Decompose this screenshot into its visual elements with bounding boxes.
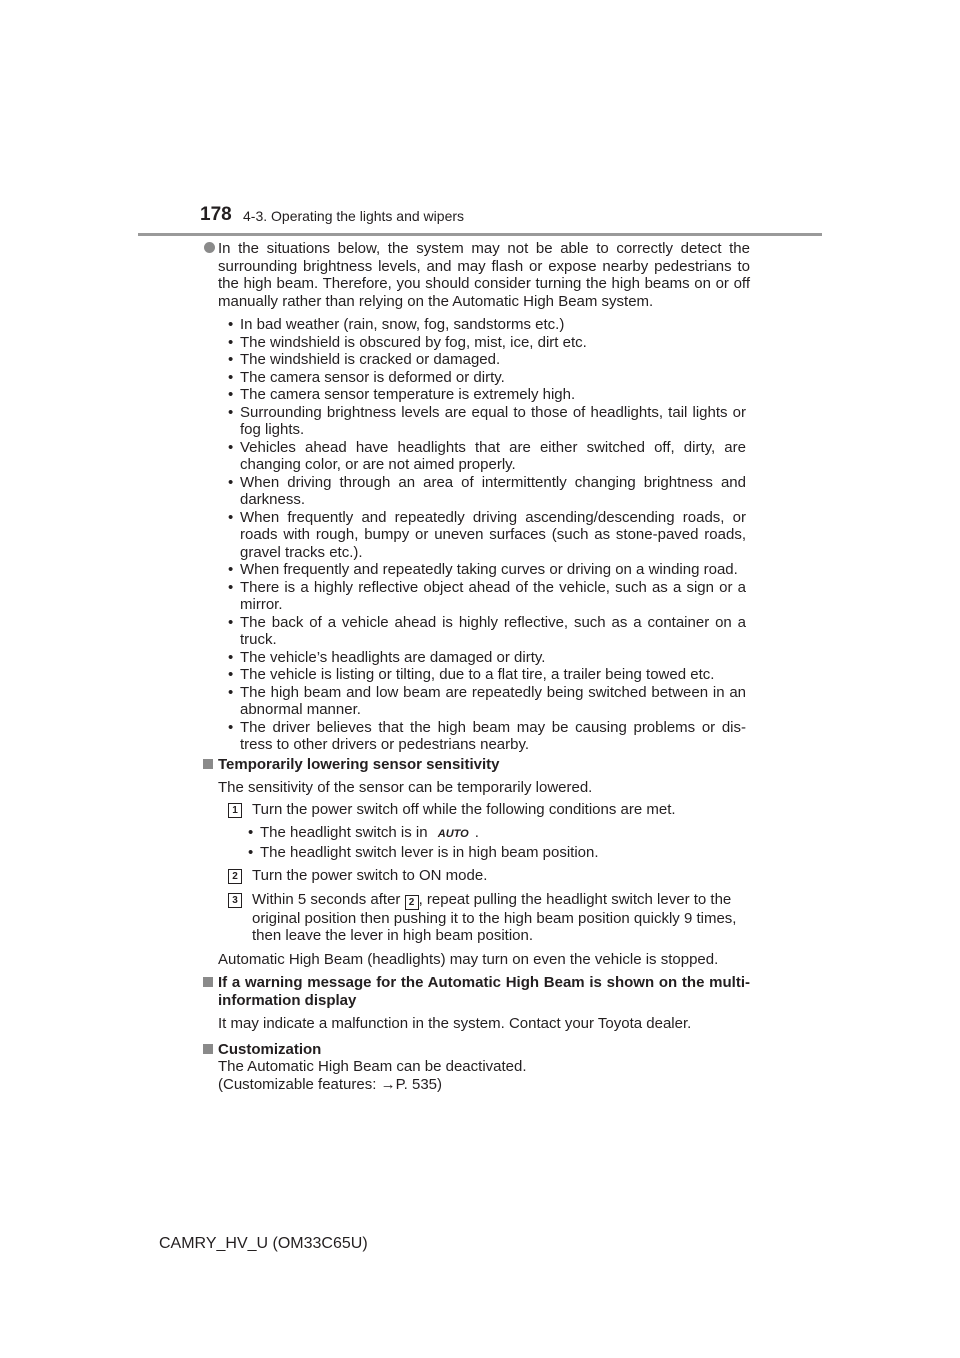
list-item: • The headlight switch lever is in high beam position. <box>218 844 750 862</box>
step-1 <box>218 801 750 819</box>
list-item: • When frequently and repeatedly driving ascending/descending roads, or roads with rough, bumpy or uneven surfaces (such as stone-paved roads, gravel tracks etc.). <box>218 509 750 562</box>
situations-list <box>218 316 750 754</box>
sensitivity-intro: The sensitivity of the sensor can be temporarily lowered. <box>218 779 593 796</box>
list-item: • The vehicle’s headlights are damaged or dirty. <box>218 649 750 667</box>
list-item: • The back of a vehicle ahead is highly reflective, such as a container on a truck. <box>218 614 750 649</box>
list-item: • The driver believes that the high beam may be causing problems or dis-tress to other drivers or pedestrians nearby. <box>218 719 750 754</box>
warning-text: It may indicate a malfunction in the system. Contact your Toyota dealer. <box>218 1015 692 1032</box>
auto-icon: AUTO <box>437 828 469 840</box>
list-item: • There is a highly reflective object ahead of the vehicle, such as a sign or a mirror. <box>218 579 750 614</box>
list-item: • In bad weather (rain, snow, fog, sandstorms etc.) <box>218 316 750 334</box>
step-3: 3 Within 5 seconds after 2 , repeat pulling the headlight switch lever to the original position then pushing it to the high beam position quickly 9 times, then leave the lever in high beam position. <box>218 891 750 945</box>
step-number-box: 3 <box>228 893 242 908</box>
circle-bullet-icon <box>204 242 215 253</box>
step-text: Turn the power switch to ON mode. <box>252 867 488 884</box>
customization-text: The Automatic High Beam can be deactivated. <box>218 1058 527 1075</box>
step-number-box: 1 <box>228 803 242 818</box>
customization-heading: Customization <box>218 1041 750 1059</box>
list-item: • When frequently and repeatedly taking curves or driving on a winding road. <box>218 561 750 579</box>
step-reference-box: 2 <box>405 895 419 910</box>
caution-paragraph <box>218 240 750 310</box>
conditions-list <box>218 824 750 861</box>
page-number: 178 <box>200 204 232 225</box>
step-2 <box>218 867 750 885</box>
list-item: • The vehicle is listing or tilting, due to a flat tire, a trailer being towed etc. <box>218 666 750 684</box>
square-bullet-icon <box>203 759 213 769</box>
list-item: • The windshield is obscured by fog, mist, ice, dirt etc. <box>218 334 750 352</box>
header-rule <box>138 233 822 236</box>
list-item: • The headlight switch is in AUTO . <box>218 824 750 844</box>
sensitivity-note: Automatic High Beam (headlights) may turn on even the vehicle is stopped. <box>218 950 719 968</box>
manual-id-footer: CAMRY_HV_U (OM33C65U) <box>159 1235 368 1252</box>
list-item: • The high beam and low beam are repeatedly being switched between in an abnormal manner. <box>218 684 750 719</box>
customization-reference: (Customizable features: →P. 535) <box>218 1075 442 1093</box>
list-item: • Surrounding brightness levels are equal to those of headlights, tail lights or fog lights. <box>218 404 750 439</box>
sensitivity-heading: Temporarily lowering sensor sensitivity <box>218 756 750 774</box>
square-bullet-icon <box>203 977 213 987</box>
square-bullet-icon <box>203 1044 213 1054</box>
section-title: 4-3. Operating the lights and wipers <box>243 208 465 224</box>
intro-text: In the situations below, the system may not be able to correctly detect the surrounding brightness levels, and may flash or expose nearby pedestrians to the high beam. Therefore, you should consider turning the high beams on or off manually rather than relying on the Automatic High Beam system. <box>218 240 750 310</box>
list-item: • The windshield is cracked or damaged. <box>218 351 750 369</box>
step-number-box: 2 <box>228 869 242 884</box>
list-item: • The camera sensor temperature is extremely high. <box>218 386 750 404</box>
list-item: • The camera sensor is deformed or dirty. <box>218 369 750 387</box>
page-header <box>195 204 825 234</box>
page-body <box>218 240 750 1093</box>
warning-heading: If a warning message for the Automatic High Beam is shown on the multi-information display <box>218 974 750 1009</box>
step-text: Turn the power switch off while the following conditions are met. <box>252 800 676 818</box>
list-item: • When driving through an area of intermittently changing brightness and darkness. <box>218 474 750 509</box>
list-item: • Vehicles ahead have headlights that are either switched off, dirty, are changing color, or are not aimed properly. <box>218 439 750 474</box>
